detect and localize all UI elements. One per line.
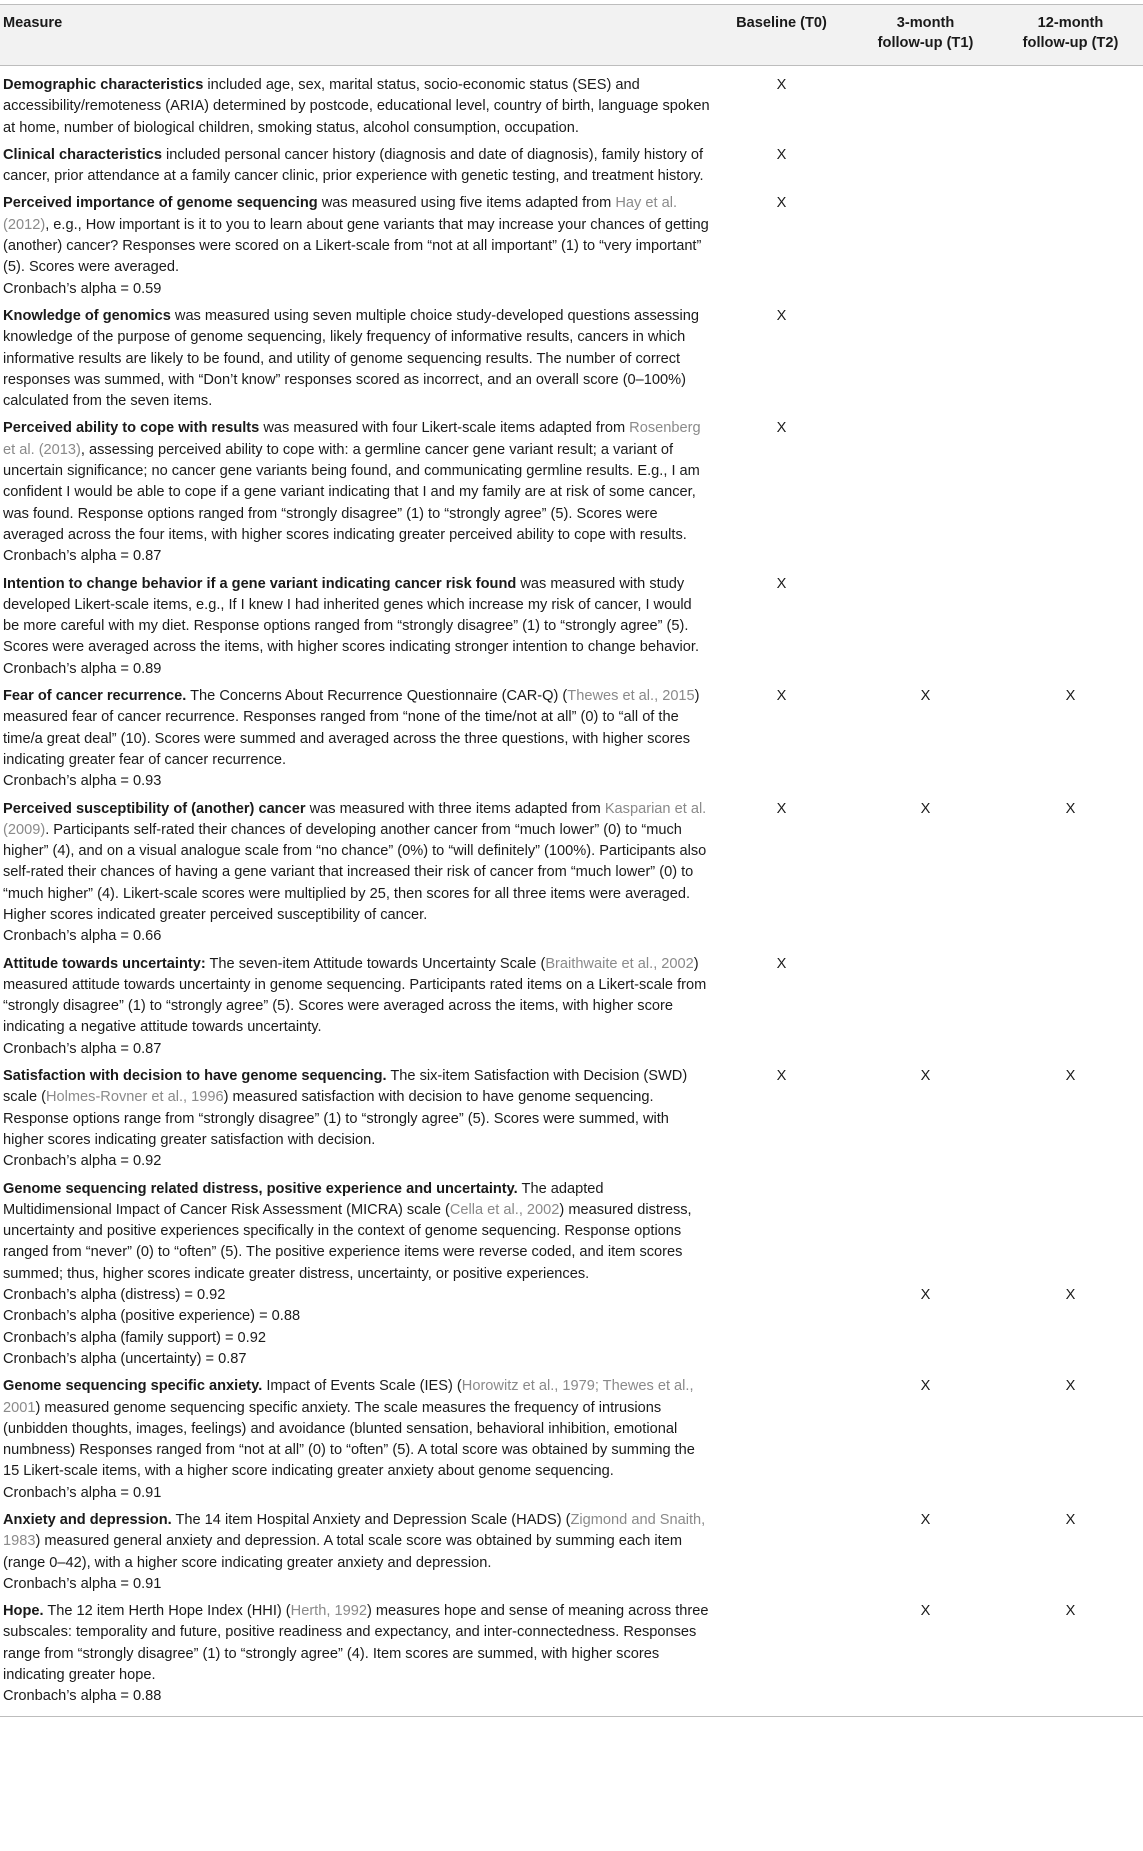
measure-name: Genome sequencing related distress, positive experience and uncertainty.: [3, 1180, 518, 1197]
citation-reference: Zigmond and Snaith, 1983: [3, 1512, 706, 1550]
cronbach-alpha: Cronbach’s alpha = 0.66: [3, 928, 162, 945]
measure-description: [3, 306, 710, 412]
measure-description: [3, 75, 710, 139]
description-text: ) measured attitude towards uncertainty in genome sequencing. Participants rated items on a Likert-scale from “strongly disagree” (1) to “strongly agree” (5). Scores were averaged across the items, with higher score indicating a negative attitude towards uncertainty.: [3, 955, 707, 1036]
three-month-mark: [853, 306, 998, 412]
citation-reference: Braithwaite et al., 2002: [545, 955, 694, 972]
citation-reference: Cella et al., 2002: [449, 1201, 560, 1218]
header-3-month-line2: follow-up (T1): [877, 35, 974, 51]
description-text: included personal cancer history (diagnosis and date of diagnosis), family history of cancer, prior attendance at a family cancer clinic, prior experience with genetic testing, and treatment history.: [3, 146, 704, 185]
three-month-mark: [853, 418, 998, 567]
citation-reference: Horowitz et al., 1979; Thewes et al., 2001: [3, 1378, 694, 1416]
cronbach-alpha: Cronbach’s alpha (positive experience) = 0.88: [3, 1308, 301, 1325]
twelve-month-mark: [998, 574, 1143, 680]
header-baseline: [710, 5, 853, 65]
table-row: [0, 418, 1143, 567]
header-12-month-line1: 12-month: [1037, 15, 1104, 31]
baseline-mark: X: [776, 575, 787, 592]
cronbach-alpha: Cronbach’s alpha = 0.59: [3, 280, 162, 297]
table-row: [0, 193, 1143, 299]
measure-name: Attitude towards uncertainty:: [3, 955, 206, 972]
three-month-mark: [853, 75, 998, 139]
three-month-mark: [853, 145, 998, 188]
measure-name: Fear of cancer recurrence.: [3, 688, 187, 705]
table-row: [0, 75, 1143, 139]
baseline-mark: X: [776, 800, 787, 817]
cronbach-alpha: Cronbach’s alpha = 0.87: [3, 548, 162, 565]
description-text: , assessing perceived ability to cope with: a germline cancer gene variant result; a variant of uncertain significance; no cancer gene variants being found, and communicating germline results. E.g., I am confident I would be able to cope if a gene variant indicating that I and my family are at risk of some cancer, was found. Response options ranged from “strongly disagree” (1) to “strongly agree” (5). Scores were averaged across the four items, with higher scores indicating greater perceived ability to cope with results.: [3, 441, 700, 543]
measure-cell: [0, 418, 710, 567]
baseline-mark: X: [776, 688, 787, 705]
measure-description: [3, 1066, 710, 1151]
measure-name: Perceived susceptibility of (another) cancer: [3, 800, 306, 817]
description-text: The Concerns About Recurrence Questionnaire (CAR-Q) (: [186, 688, 568, 705]
table-row: [0, 954, 1143, 1060]
description-text: Impact of Events Scale (IES) (: [262, 1378, 462, 1395]
description-text: was measured with three items adapted from: [305, 800, 605, 817]
baseline-mark: [710, 1601, 853, 1707]
table-row: [0, 1376, 1143, 1504]
header-measure: Measure: [3, 15, 63, 31]
measure-cell: [0, 954, 710, 1060]
twelve-month-mark: X: [1065, 1512, 1076, 1528]
twelve-month-mark: X: [1065, 1068, 1076, 1085]
measure-description: [3, 1510, 710, 1574]
citation-reference: Herth, 1992: [290, 1603, 367, 1620]
measure-description: [3, 1179, 710, 1285]
cronbach-alpha: Cronbach’s alpha = 0.91: [3, 1484, 162, 1501]
measure-description: [3, 954, 710, 1039]
table-row: [0, 686, 1143, 792]
measure-name: Anxiety and depression.: [3, 1512, 172, 1528]
measures-table: [0, 4, 1143, 1717]
twelve-month-mark: X: [1065, 800, 1076, 817]
three-month-mark: X: [920, 1512, 931, 1528]
twelve-month-mark: [998, 954, 1143, 1060]
measure-description: [3, 1376, 710, 1482]
table-bottom-rule: [0, 1716, 1143, 1717]
table-row: [0, 574, 1143, 680]
description-text: , e.g., How important is it to you to learn about gene variants that may increase your chances of getting (another) cancer? Responses were scored on a Likert-scale from “not at all important” (1) to “very important” (5). Scores were averaged.: [3, 216, 709, 276]
measure-description: [3, 799, 710, 927]
table-row: [0, 306, 1143, 412]
twelve-month-mark: X: [1065, 1603, 1076, 1620]
table-row: [0, 799, 1143, 948]
three-month-mark: X: [920, 1603, 931, 1620]
baseline-mark: [710, 1376, 853, 1504]
table-row: [0, 145, 1143, 188]
baseline-mark: [710, 1179, 853, 1371]
baseline-mark: X: [776, 146, 787, 163]
cronbach-alpha: Cronbach’s alpha = 0.91: [3, 1575, 162, 1592]
cronbach-alpha: Cronbach’s alpha = 0.93: [3, 773, 162, 790]
measure-cell: [0, 75, 710, 139]
three-month-mark: X: [920, 688, 931, 705]
baseline-mark: X: [776, 195, 787, 212]
description-text: was measured using five items adapted from: [317, 195, 616, 212]
measure-description: [3, 686, 710, 771]
description-text: ) measured general anxiety and depression. A total scale score was obtained by summing each item (range 0–42), with a higher score indicating greater anxiety and depression.: [3, 1533, 683, 1571]
twelve-month-mark: [998, 193, 1143, 299]
cronbach-alpha: Cronbach’s alpha = 0.89: [3, 660, 162, 677]
description-text: The seven-item Attitude towards Uncertainty Scale (: [205, 955, 546, 972]
measure-name: Genome sequencing specific anxiety.: [3, 1378, 263, 1395]
measure-cell: [0, 1601, 710, 1707]
twelve-month-mark: [998, 418, 1143, 567]
measure-name: Perceived ability to cope with results: [3, 420, 260, 437]
description-text: The six-item Satisfaction with Decision (SWD) scale (: [3, 1068, 688, 1106]
measure-description: [3, 1601, 710, 1686]
three-month-mark: X: [920, 1286, 931, 1303]
citation-reference: Kasparian et al. (2009): [3, 800, 707, 838]
cronbach-alpha: Cronbach’s alpha (uncertainty) = 0.87: [3, 1350, 247, 1367]
description-text: was measured using seven multiple choice study-developed questions assessing knowledge of the purpose of genome sequencing, likely frequency of informative results, cancers in which informative results are likely to be found, and utility of genome sequencing results. The number of correct responses was summed, with “Don’t know” responses scored as incorrect, and an overall score (0–100%) calculated from the seven items.: [3, 307, 699, 410]
twelve-month-mark: [998, 306, 1143, 412]
description-text: ) measured genome sequencing specific anxiety. The scale measures the frequency of intrusions (unbidden thoughts, images, feelings) and avoidance (blunted sensation, behavioral inhibition, emotional numbness) Responses ranged from “not at all” (0) to “often” (5). A total score was obtained by summing the 15 Likert-scale items, with a higher score indicating greater anxiety about genome sequencing.: [3, 1399, 695, 1480]
measure-name: Knowledge of genomics: [3, 307, 171, 324]
three-month-mark: X: [920, 800, 931, 817]
citation-reference: Hay et al. (2012): [3, 195, 678, 233]
table-row: [0, 1510, 1143, 1595]
description-text: . Participants self-rated their chances of developing another cancer from “much lower” (0) to “much higher” (4), and on a visual analogue scale from “no chance” (0%) to “will definitely” (100%). Participants also self-rated their chances of having a gene variant that increased their risk of cancer from “much lower” (0) to “much higher” (4). Likert-scale scores were multiplied by 25, then scores for all three items were averaged. Higher scores indicated greater perceived susceptibility of cancer.: [3, 821, 707, 923]
description-text: was measured with four Likert-scale items adapted from: [259, 420, 630, 437]
three-month-mark: X: [920, 1378, 931, 1395]
twelve-month-mark: [998, 145, 1143, 188]
measure-cell: [0, 686, 710, 792]
twelve-month-mark: X: [1065, 1286, 1076, 1303]
baseline-mark: X: [776, 1068, 787, 1085]
cronbach-alpha: Cronbach’s alpha = 0.92: [3, 1153, 162, 1170]
cronbach-alpha: Cronbach’s alpha = 0.88: [3, 1688, 162, 1705]
table-body: [0, 66, 1143, 1708]
measure-cell: [0, 193, 710, 299]
three-month-mark: [853, 954, 998, 1060]
measure-cell: [0, 799, 710, 948]
twelve-month-mark: [998, 75, 1143, 139]
three-month-mark: [853, 574, 998, 680]
cronbach-alpha: Cronbach’s alpha (family support) = 0.92: [3, 1329, 266, 1346]
citation-reference: Rosenberg et al. (2013): [3, 420, 701, 458]
measure-cell: [0, 574, 710, 680]
measure-description: [3, 145, 710, 188]
cronbach-alpha: Cronbach’s alpha = 0.87: [3, 1040, 162, 1057]
description-text: The 12 item Herth Hope Index (HHI) (: [43, 1603, 291, 1620]
measure-name: Perceived importance of genome sequencing: [3, 195, 318, 212]
three-month-mark: [853, 193, 998, 299]
header-3-month: [853, 5, 998, 65]
description-text: included age, sex, marital status, socio-economic status (SES) and accessibility/remoteness (ARIA) determined by postcode, educational level, country of birth, language spoken at home, number of biological children, smoking status, alcohol consumption, occupation.: [3, 77, 710, 136]
description-text: The adapted Multidimensional Impact of Cancer Risk Assessment (MICRA) scale (: [3, 1180, 604, 1218]
measure-cell: [0, 1066, 710, 1172]
table-header: [0, 5, 1143, 66]
measure-name: Demographic characteristics: [3, 77, 204, 93]
three-month-mark: X: [920, 1068, 931, 1085]
citation-reference: Thewes et al., 2015: [567, 688, 695, 705]
description-text: ) measured satisfaction with decision to have genome sequencing. Response options range from “strongly disagree” (1) to “strongly agree” (5). Scores were summed, with higher scores indicating greater satisfaction with decision.: [3, 1089, 669, 1148]
table-row: [0, 1601, 1143, 1707]
measure-name: Clinical characteristics: [3, 146, 162, 163]
table-row: [0, 1179, 1143, 1371]
baseline-mark: X: [776, 77, 787, 93]
header-3-month-line1: 3-month: [896, 15, 955, 31]
measure-cell: [0, 145, 710, 188]
measure-description: [3, 574, 710, 659]
measure-description: [3, 193, 710, 278]
cronbach-alpha: Cronbach’s alpha (distress) = 0.92: [3, 1287, 226, 1304]
measure-cell: [0, 1510, 710, 1595]
header-12-month: [998, 5, 1143, 65]
description-text: ) measured distress, uncertainty and positive experiences specifically in the context of genome sequencing. Response options ranged from “never” (0) to “often” (5). The positive experience items were reverse coded, and item scores summed; thus, higher scores indicate greater distress, uncertainty, or positive experiences.: [3, 1201, 692, 1282]
table-row: [0, 1066, 1143, 1172]
baseline-mark: X: [776, 307, 787, 324]
baseline-mark: X: [776, 420, 787, 437]
header-12-month-line2: follow-up (T2): [1022, 35, 1119, 51]
measure-description: [3, 418, 710, 546]
twelve-month-mark: X: [1065, 1378, 1076, 1395]
measure-cell: [0, 1376, 710, 1504]
baseline-mark: [710, 1510, 853, 1595]
measure-cell: [0, 1179, 710, 1371]
description-text: ) measured fear of cancer recurrence. Responses ranged from “none of the time/not at all” (0) to “all of the time/a great deal” (10). Scores were summed and averaged across the three questions, with higher scores indicating greater fear of cancer recurrence.: [3, 688, 700, 768]
description-text: The 14 item Hospital Anxiety and Depression Scale (HADS) (: [171, 1512, 571, 1528]
measure-name: Intention to change behavior if a gene variant indicating cancer risk found: [3, 575, 517, 592]
baseline-mark: X: [776, 955, 787, 972]
measure-name: Satisfaction with decision to have genome sequencing.: [3, 1068, 387, 1085]
description-text: was measured with study developed Likert-scale items, e.g., If I knew I had inherited genes which increase my risk of cancer, I would be more careful with my diet. Response options ranged from “strongly disagree” (1) to “strongly agree” (5). Scores were averaged across the items, with higher scores indicating stronger intention to change behavior.: [3, 575, 700, 656]
header-baseline-label: Baseline (T0): [736, 15, 827, 31]
citation-reference: Holmes-Rovner et al., 1996: [45, 1089, 224, 1106]
twelve-month-mark: X: [1065, 688, 1076, 705]
description-text: ) measures hope and sense of meaning across three subscales: temporality and future, positive readiness and expectancy, and inter-connectedness. Responses range from “strongly disagree” (1) to “strongly agree” (4). Item scores are summed, with higher scores indicating greater hope.: [3, 1603, 709, 1684]
measure-name: Hope.: [3, 1603, 44, 1620]
measure-cell: [0, 306, 710, 412]
